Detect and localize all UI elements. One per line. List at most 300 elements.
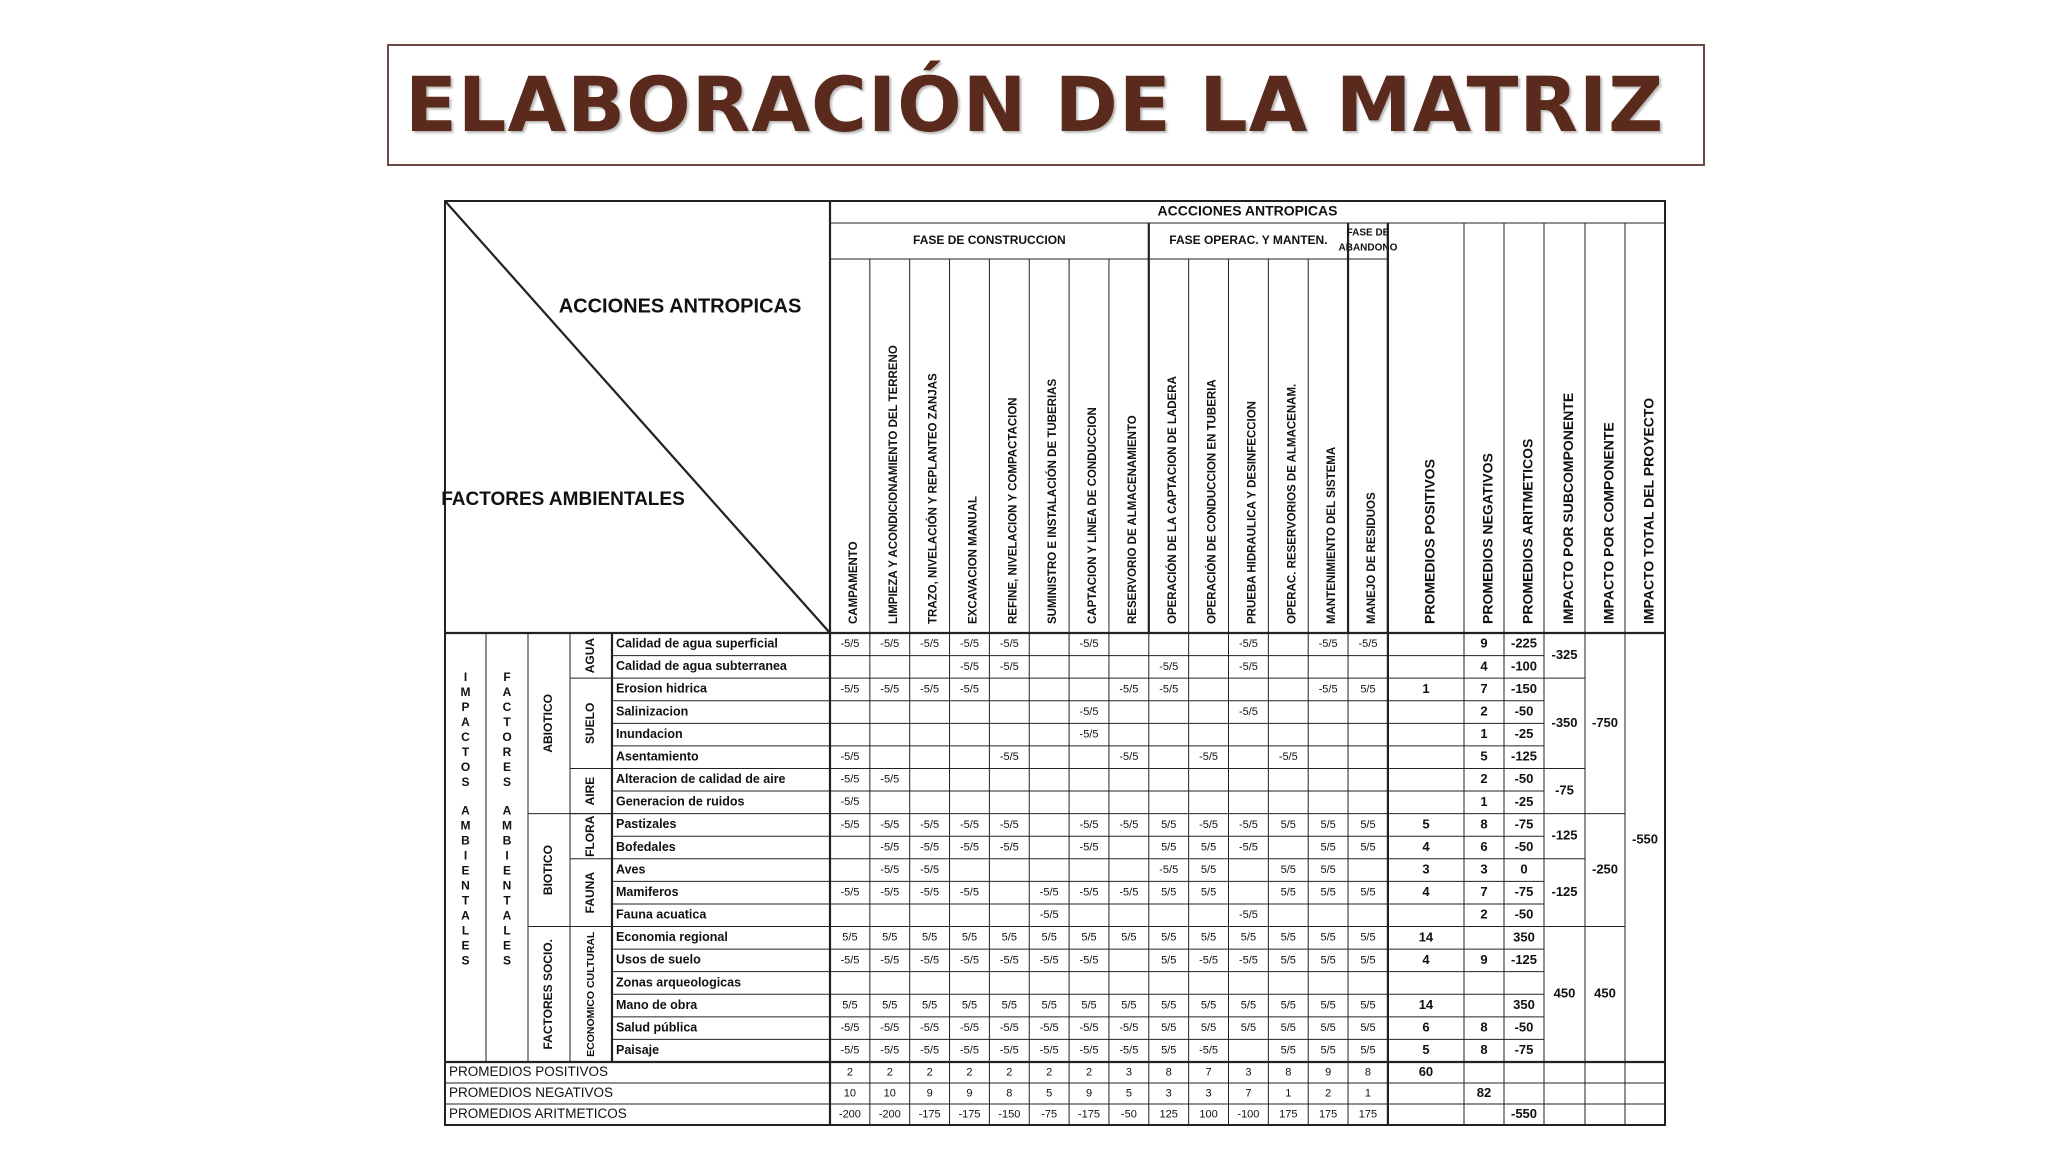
footer-cell: 8 — [1285, 1066, 1292, 1079]
matrix-cell: 5/5 — [1081, 931, 1097, 944]
matrix-cell: -5/5 — [1199, 818, 1219, 831]
matrix-cell: 5/5 — [1320, 999, 1336, 1012]
subcomponent-impact: -125 — [1551, 827, 1578, 843]
matrix-cell: -5/5 — [959, 683, 979, 696]
left-factores-letter: T — [503, 893, 511, 908]
left-factores-letter: O — [502, 730, 512, 745]
matrix-cell: 5/5 — [1081, 999, 1097, 1012]
matrix-cell: 5/5 — [1320, 818, 1336, 831]
summary-header: PROMEDIOS NEGATIVOS — [1479, 453, 1496, 624]
matrix-cell: 5/5 — [961, 931, 978, 944]
component-impact: 450 — [1594, 985, 1616, 1001]
matrix-cell: 5/5 — [1200, 999, 1217, 1012]
matrix-cell: 5/5 — [1360, 931, 1376, 944]
summary-header: IMPACTO POR SUBCOMPONENTE — [1560, 392, 1577, 624]
component-impact: -250 — [1591, 861, 1619, 877]
matrix-cell: -5/5 — [920, 863, 940, 876]
header-main: ACCCIONES ANTROPICAS — [1157, 202, 1338, 219]
matrix-cell: 5/5 — [1200, 863, 1217, 876]
action-header: PRUEBA HIDRAULICA Y DESINFECCION — [1246, 401, 1259, 624]
matrix-cell: 5/5 — [1161, 1022, 1177, 1035]
matrix-cell: 5/5 — [1320, 1044, 1336, 1057]
left-impactos-letter: S — [461, 775, 470, 790]
phase-label-line: FASE DE — [1346, 227, 1390, 239]
footer-cell: 1 — [1285, 1087, 1292, 1100]
arithmetic-average: -75 — [1514, 1042, 1534, 1058]
category-label: ABIOTICO — [541, 693, 556, 753]
footer-cell: 5 — [1046, 1087, 1053, 1100]
matrix-cell: -5/5 — [880, 841, 900, 854]
matrix-cell: 5/5 — [1320, 954, 1336, 967]
arithmetic-average: -50 — [1514, 703, 1534, 719]
matrix-cell: -5/5 — [1039, 1044, 1059, 1057]
matrix-cell: -5/5 — [1159, 863, 1179, 876]
action-header: TRAZO, NIVELACIÓN Y REPLANTEO ZANJAS — [927, 373, 940, 624]
left-factores-letter: C — [502, 700, 512, 715]
arithmetic-average: -50 — [1514, 838, 1534, 854]
matrix-cell: 5/5 — [1320, 886, 1336, 899]
footer-cell: 2 — [926, 1066, 933, 1079]
footer-cell: 2 — [846, 1066, 853, 1079]
matrix-cell: -5/5 — [959, 660, 979, 673]
factor-label: Salinizacion — [616, 704, 689, 719]
matrix-cell: -5/5 — [840, 1044, 860, 1057]
factor-label: Aves — [616, 862, 646, 877]
left-factores-letter: E — [502, 938, 512, 953]
footer-cell: -100 — [1237, 1108, 1260, 1121]
action-header: OPERAC. RESERVORIOS DE ALMACENAM. — [1286, 383, 1299, 624]
footer-cell: 7 — [1245, 1087, 1252, 1100]
left-impactos-letter: P — [461, 700, 470, 715]
footer-cell: 2 — [1085, 1066, 1093, 1079]
matrix-cell: -5/5 — [840, 796, 860, 809]
footer-cell: 175 — [1318, 1108, 1338, 1121]
matrix-cell: -5/5 — [920, 683, 940, 696]
subcomponent-impact: -350 — [1551, 714, 1578, 730]
factor-label: Usos de suelo — [616, 952, 701, 967]
corner-label-factors: FACTORES AMBIENTALES — [441, 489, 685, 511]
footer-cell: 7 — [1205, 1066, 1212, 1079]
negative-count: 7 — [1480, 884, 1488, 900]
matrix-cell: 5/5 — [1320, 863, 1336, 876]
matrix-cell: 5/5 — [1001, 931, 1017, 944]
left-factores-letter: L — [503, 923, 511, 938]
subgroup-label: FLORA — [583, 815, 598, 857]
matrix-cell: -5/5 — [1079, 954, 1099, 967]
matrix-cell: 5/5 — [1161, 954, 1177, 967]
left-impactos-letter: A — [461, 715, 470, 730]
negative-count: 2 — [1480, 906, 1488, 922]
matrix-cell: -5/5 — [959, 886, 979, 899]
positive-count: 4 — [1422, 884, 1430, 900]
arithmetic-average: -25 — [1514, 726, 1534, 742]
matrix-cell: -5/5 — [840, 683, 860, 696]
negative-count: 2 — [1480, 703, 1488, 719]
arithmetic-average: 350 — [1513, 929, 1535, 945]
negative-count: 8 — [1480, 1042, 1488, 1058]
matrix-cell: -5/5 — [1238, 705, 1258, 718]
matrix-cell: -5/5 — [1119, 751, 1139, 764]
category-label: FACTORES SOCIO. — [541, 939, 556, 1050]
positive-count: 1 — [1422, 680, 1430, 696]
matrix-cell: -5/5 — [840, 638, 860, 651]
subcomponent-impact: -325 — [1551, 647, 1578, 663]
summary-header: IMPACTO POR COMPONENTE — [1600, 422, 1617, 624]
subgroup-label: AIRE — [583, 776, 598, 806]
subcomponent-impact: -125 — [1551, 884, 1578, 900]
phase-label: FASE DE CONSTRUCCION — [913, 233, 1066, 248]
action-header: SUMINISTRO E INSTALACIÓN DE TUBERIAS — [1047, 378, 1060, 624]
left-factores-letter: F — [503, 670, 511, 685]
left-impactos-letter: I — [463, 848, 468, 863]
action-header: REFINE, NIVELACION Y COMPACTACION — [1007, 397, 1020, 624]
matrix-cell: 5/5 — [921, 931, 938, 944]
footer-cell: 125 — [1159, 1108, 1178, 1121]
footer-cell: 8 — [1006, 1087, 1013, 1100]
footer-cell: 8 — [1364, 1066, 1372, 1079]
footer-cell: 100 — [1199, 1108, 1218, 1121]
left-factores-letter: A — [502, 803, 512, 818]
footer-cell: 9 — [926, 1087, 933, 1100]
factor-label: Mamiferos — [616, 884, 679, 899]
factor-label: Calidad de agua subterranea — [616, 659, 787, 674]
footer-cell: 2 — [886, 1066, 893, 1079]
subgroup-label: ECONOMICO CULTURAL — [584, 931, 597, 1057]
corner-diagonal — [445, 201, 830, 633]
matrix-cell: -5/5 — [1079, 818, 1099, 831]
left-factores-letter: B — [502, 833, 512, 848]
matrix-cell: 5/5 — [1041, 931, 1057, 944]
matrix-cell: -5/5 — [1318, 683, 1338, 696]
footer-cell: -150 — [998, 1108, 1021, 1121]
arithmetic-average: -75 — [1514, 884, 1534, 900]
footer-cell: 8 — [1165, 1066, 1172, 1079]
footer-negative-total: 82 — [1476, 1084, 1492, 1100]
total-project-impact: -550 — [1631, 831, 1659, 847]
matrix-cell: -5/5 — [1079, 705, 1099, 718]
matrix-cell: -5/5 — [1039, 954, 1059, 967]
arithmetic-average: -25 — [1514, 793, 1534, 809]
matrix-cell: -5/5 — [920, 638, 940, 651]
matrix-cell: -5/5 — [1199, 751, 1219, 764]
matrix-cell: 5/5 — [1360, 999, 1376, 1012]
factor-label: Generacion de ruidos — [616, 794, 745, 809]
arithmetic-average: 350 — [1513, 996, 1535, 1012]
factor-label: Pastizales — [616, 817, 677, 832]
factor-label: Zonas arqueologicas — [616, 975, 742, 990]
matrix-cell: 5/5 — [1200, 841, 1217, 854]
footer-cell: 2 — [1006, 1066, 1013, 1079]
matrix-cell: -5/5 — [1238, 638, 1258, 651]
left-impactos-letter: A — [461, 908, 470, 923]
matrix-cell: -5/5 — [880, 1022, 900, 1035]
factor-label: Salud pública — [616, 1020, 698, 1035]
matrix-cell: -5/5 — [880, 863, 900, 876]
matrix-cell: -5/5 — [1199, 954, 1219, 967]
left-factores-letter: T — [503, 715, 511, 730]
matrix-cell: 5/5 — [1280, 999, 1296, 1012]
footer-cell: 9 — [966, 1087, 973, 1100]
matrix-cell: -5/5 — [840, 773, 860, 786]
left-impactos-letter: M — [460, 818, 471, 833]
positive-count: 4 — [1422, 838, 1430, 854]
matrix-cell: 5/5 — [842, 931, 858, 944]
footer-cell: -175 — [918, 1108, 941, 1121]
matrix-cell: -5/5 — [999, 1022, 1019, 1035]
left-factores-letter: M — [502, 818, 512, 833]
footer-cell: -200 — [878, 1108, 901, 1121]
action-header: CAPTACION Y LINEA DE CONDUCCION — [1087, 407, 1100, 624]
matrix-cell: 5/5 — [1280, 863, 1296, 876]
matrix-cell: 5/5 — [1360, 1044, 1376, 1057]
matrix-cell: -5/5 — [959, 638, 979, 651]
action-header: OPERACIÓN DE CONDUCCION EN TUBERIA — [1206, 379, 1219, 624]
factor-label: Alteracion de calidad de aire — [616, 772, 786, 787]
subgroup-label: SUELO — [583, 702, 598, 744]
factor-label: Fauna acuatica — [616, 907, 707, 922]
negative-count: 9 — [1480, 951, 1488, 967]
arithmetic-average: -75 — [1514, 816, 1534, 832]
left-impactos-letter: B — [461, 833, 470, 848]
matrix-cell: -5/5 — [920, 818, 940, 831]
left-impactos-letter: E — [461, 863, 470, 878]
footer-cell: -200 — [838, 1108, 861, 1121]
arithmetic-average: -225 — [1510, 635, 1538, 651]
matrix-cell: 5/5 — [1280, 1022, 1296, 1035]
action-header: LIMPIEZA Y ACONDICIONAMIENTO DEL TERRENO — [887, 345, 900, 624]
footer-label: PROMEDIOS ARITMETICOS — [449, 1106, 627, 1122]
negative-count: 1 — [1480, 793, 1488, 809]
left-factores-letter: A — [502, 908, 512, 923]
matrix-cell: 5/5 — [1121, 931, 1137, 944]
footer-cell: 5 — [1125, 1087, 1132, 1100]
matrix-cell: -5/5 — [999, 841, 1019, 854]
positive-count: 3 — [1422, 861, 1430, 877]
negative-count: 5 — [1480, 748, 1488, 764]
matrix-cell: 5/5 — [1240, 999, 1257, 1012]
matrix-cell: -5/5 — [880, 818, 900, 831]
left-factores-letter: R — [502, 745, 512, 760]
action-header: CAMPAMENTO — [847, 541, 860, 624]
footer-cell: 3 — [1165, 1087, 1172, 1100]
factor-label: Asentamiento — [616, 749, 699, 764]
matrix-cell: 5/5 — [1280, 886, 1296, 899]
factor-label: Bofedales — [616, 839, 676, 854]
positive-count: 14 — [1418, 996, 1434, 1012]
footer-label: PROMEDIOS POSITIVOS — [449, 1064, 609, 1080]
arithmetic-average: -50 — [1514, 1019, 1534, 1035]
positive-count: 4 — [1422, 951, 1430, 967]
matrix-cell: -5/5 — [1318, 638, 1338, 651]
matrix-cell: -5/5 — [1159, 683, 1179, 696]
matrix-cell: -5/5 — [1238, 841, 1258, 854]
footer-arithmetic-total: -550 — [1510, 1105, 1538, 1121]
negative-count: 1 — [1480, 726, 1488, 742]
matrix-cell: -5/5 — [1238, 954, 1258, 967]
matrix-cell: -5/5 — [1119, 683, 1139, 696]
matrix-cell: -5/5 — [959, 954, 979, 967]
arithmetic-average: -150 — [1510, 680, 1538, 696]
matrix-cell: -5/5 — [1119, 886, 1139, 899]
matrix-cell: -5/5 — [1039, 886, 1059, 899]
matrix-cell: 5/5 — [1041, 999, 1057, 1012]
arithmetic-average: 0 — [1520, 861, 1528, 877]
left-impactos-letter: C — [461, 730, 470, 745]
subgroup-label: FAUNA — [583, 871, 598, 914]
matrix-cell: 5/5 — [1161, 931, 1177, 944]
footer-cell: -75 — [1041, 1108, 1058, 1121]
footer-cell: 175 — [1358, 1108, 1378, 1121]
footer-cell: -175 — [1078, 1108, 1101, 1121]
action-header: MANEJO DE RESIDUOS — [1366, 492, 1379, 624]
matrix-cell: 5/5 — [1121, 999, 1137, 1012]
matrix-cell: -5/5 — [1159, 660, 1179, 673]
matrix-cell: -5/5 — [1238, 818, 1258, 831]
matrix-cell: 5/5 — [1200, 1022, 1217, 1035]
phase-label: FASE OPERAC. Y MANTEN. — [1169, 233, 1328, 248]
positive-count: 5 — [1422, 816, 1430, 832]
matrix-cell: -5/5 — [1278, 751, 1298, 764]
matrix-cell: -5/5 — [999, 660, 1019, 673]
matrix-cell: -5/5 — [959, 818, 979, 831]
matrix-cell: 5/5 — [1200, 886, 1217, 899]
negative-count: 8 — [1480, 1019, 1488, 1035]
matrix-cell: 5/5 — [1360, 954, 1376, 967]
matrix-cell: -5/5 — [880, 683, 900, 696]
matrix-cell: -5/5 — [999, 1044, 1019, 1057]
matrix-cell: 5/5 — [1280, 954, 1296, 967]
factor-label: Mano de obra — [616, 997, 698, 1012]
matrix-cell: -5/5 — [1119, 1022, 1139, 1035]
summary-header: IMPACTO TOTAL DEL PROYECTO — [1640, 397, 1657, 624]
footer-cell: 10 — [843, 1087, 857, 1100]
action-header: EXCAVACION MANUAL — [967, 496, 980, 624]
footer-cell: -175 — [958, 1108, 981, 1121]
subcomponent-impact: 450 — [1553, 985, 1576, 1001]
positive-count: 5 — [1422, 1042, 1430, 1058]
left-factores-letter: I — [505, 848, 509, 863]
matrix-cell: -5/5 — [959, 1044, 979, 1057]
positive-count: 6 — [1422, 1019, 1430, 1035]
matrix-cell: -5/5 — [999, 818, 1019, 831]
footer-cell: -50 — [1120, 1108, 1137, 1121]
footer-cell: 9 — [1085, 1087, 1093, 1100]
matrix-cell: -5/5 — [1238, 660, 1258, 673]
matrix-cell: 5/5 — [1360, 1022, 1376, 1035]
matrix-cell: -5/5 — [1358, 638, 1378, 651]
left-impactos-letter: T — [461, 745, 470, 760]
summary-header: PROMEDIOS ARITMETICOS — [1519, 438, 1536, 624]
matrix-cell: -5/5 — [1079, 1022, 1099, 1035]
left-impactos-letter: E — [461, 938, 470, 953]
matrix-cell: -5/5 — [920, 886, 940, 899]
matrix-cell: 5/5 — [1200, 931, 1217, 944]
negative-count: 3 — [1480, 861, 1488, 877]
matrix-cell: 5/5 — [1240, 931, 1257, 944]
matrix-cell: -5/5 — [1119, 818, 1139, 831]
matrix-cell: -5/5 — [840, 886, 860, 899]
matrix-cell: -5/5 — [880, 954, 900, 967]
matrix-cell: -5/5 — [840, 954, 860, 967]
action-header: MANTENIMIENTO DEL SISTEMA — [1326, 446, 1339, 624]
matrix-cell: 5/5 — [882, 931, 898, 944]
left-factores-letter: S — [502, 775, 512, 790]
matrix-cell: -5/5 — [1079, 638, 1099, 651]
left-impactos-letter: O — [460, 760, 471, 775]
matrix-cell: -5/5 — [1199, 1044, 1219, 1057]
matrix-cell: 5/5 — [842, 999, 858, 1012]
action-header: RESERVORIO DE ALMACENAMIENTO — [1126, 415, 1139, 624]
matrix-cell: -5/5 — [920, 1022, 940, 1035]
factor-label: Erosion hidrica — [616, 681, 707, 696]
summary-header: PROMEDIOS POSITIVOS — [1421, 459, 1438, 624]
matrix-cell: -5/5 — [1079, 728, 1099, 741]
footer-cell: 3 — [1205, 1087, 1212, 1100]
matrix-cell: 5/5 — [1360, 683, 1376, 696]
matrix-cell: -5/5 — [920, 1044, 940, 1057]
left-impactos-letter: T — [461, 893, 470, 908]
matrix-cell: 5/5 — [1360, 841, 1376, 854]
matrix-cell: -5/5 — [959, 1022, 979, 1035]
footer-cell: 2 — [1325, 1087, 1332, 1100]
left-factores-letter: E — [502, 863, 512, 878]
matrix-cell: -5/5 — [959, 841, 979, 854]
matrix-cell: 5/5 — [1161, 886, 1177, 899]
footer-cell: 1 — [1364, 1087, 1372, 1100]
corner-label-actions: ACCIONES ANTROPICAS — [558, 295, 802, 318]
matrix-cell: 5/5 — [921, 999, 938, 1012]
matrix-cell: 5/5 — [1320, 841, 1336, 854]
footer-cell: 9 — [1325, 1066, 1332, 1079]
footer-cell: 2 — [1046, 1066, 1053, 1079]
matrix-cell: 5/5 — [1280, 931, 1296, 944]
arithmetic-average: -125 — [1510, 951, 1538, 967]
phase-label-line: ABANDONO — [1338, 242, 1398, 254]
subcomponent-impact: -75 — [1555, 782, 1574, 798]
footer-positive-total: 60 — [1418, 1063, 1434, 1079]
arithmetic-average: -100 — [1510, 658, 1538, 674]
footer-cell: 3 — [1125, 1066, 1132, 1079]
negative-count: 6 — [1480, 838, 1488, 854]
matrix-cell: -5/5 — [1079, 886, 1099, 899]
left-impactos-letter: N — [461, 878, 470, 893]
left-impactos-letter: L — [461, 923, 470, 938]
left-impactos-letter: I — [463, 670, 468, 685]
matrix-cell: 5/5 — [1001, 999, 1017, 1012]
matrix-cell: -5/5 — [1039, 909, 1059, 922]
matrix-cell: 5/5 — [1240, 1022, 1257, 1035]
component-impact: -750 — [1591, 714, 1619, 730]
matrix-cell: 5/5 — [1161, 999, 1177, 1012]
subgroup-label: AGUA — [583, 637, 598, 674]
negative-count: 7 — [1480, 680, 1488, 696]
matrix-cell: -5/5 — [840, 1022, 860, 1035]
matrix-cell: 5/5 — [1161, 841, 1177, 854]
matrix-cell: -5/5 — [920, 954, 940, 967]
arithmetic-average: -125 — [1510, 748, 1538, 764]
matrix-cell: 5/5 — [1161, 1044, 1177, 1057]
matrix-cell: 5/5 — [1161, 818, 1177, 831]
matrix-cell: -5/5 — [1079, 1044, 1099, 1057]
matrix-cell: -5/5 — [999, 638, 1019, 651]
footer-cell: 2 — [966, 1066, 973, 1079]
left-factores-letter: S — [502, 953, 512, 968]
negative-count: 4 — [1480, 658, 1488, 674]
matrix-cell: 5/5 — [1320, 1022, 1336, 1035]
factor-label: Inundacion — [616, 726, 683, 741]
action-header: OPERACIÓN DE LA CAPTACION DE LADERA — [1166, 376, 1179, 624]
negative-count: 9 — [1480, 635, 1488, 651]
